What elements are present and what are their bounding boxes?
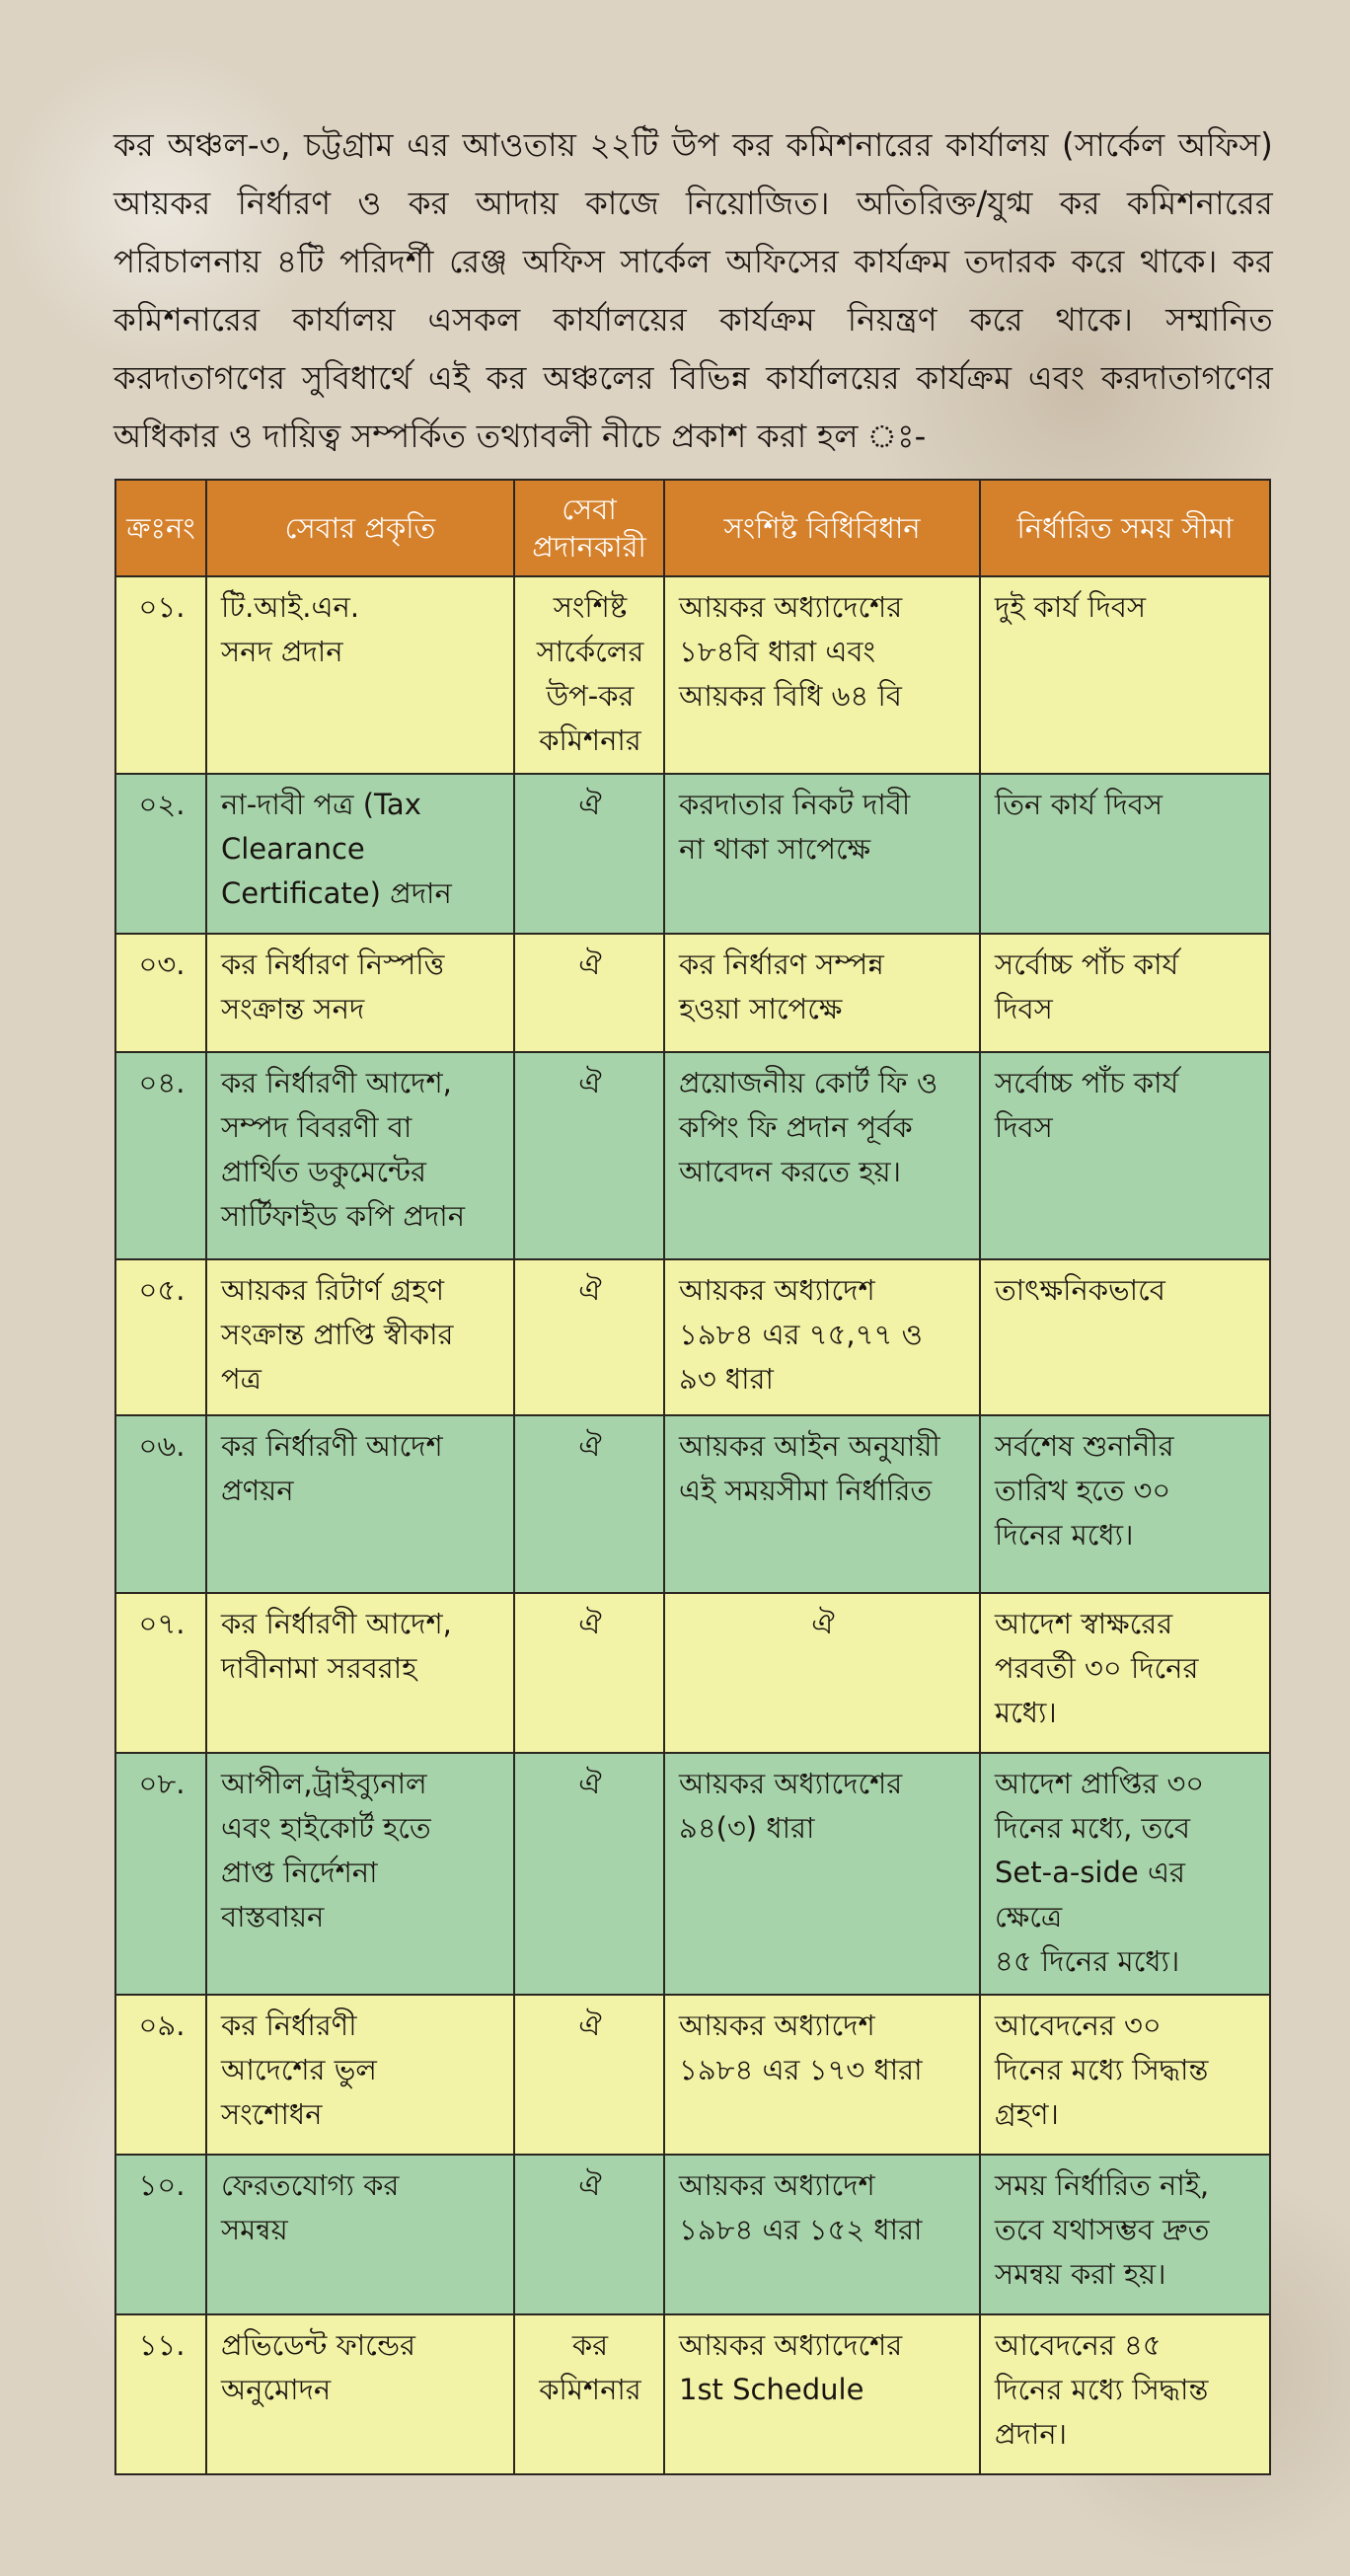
cell-rules: কর নির্ধারণ সম্পন্ন হওয়া সাপেক্ষে [664, 934, 980, 1052]
cell-rules: আয়কর আইন অনুযায়ী এই সময়সীমা নির্ধারিত [664, 1415, 980, 1593]
cell-time-limit: সময় নির্ধারিত নাই, তবে যথাসম্ভব দ্রুত সমন্বয় করা হয়। [980, 2155, 1270, 2314]
cell-rules: আয়কর অধ্যাদেশ ১৯৮৪ এর ১৭৩ ধারা [664, 1995, 980, 2155]
table-row [115, 1593, 1270, 1753]
cell-service: না-দাবী পত্র (Tax Clearance Certificate) প্রদান [206, 774, 514, 934]
cell-rules: আয়কর অধ্যাদেশের ১৮৪বি ধারা এবং আয়কর বিধি ৬৪ বি [664, 576, 980, 774]
table-row [115, 774, 1270, 934]
cell-service: কর নির্ধারণ নিস্পত্তি সংক্রান্ত সনদ [206, 934, 514, 1052]
cell-rules: ঐ [664, 1593, 980, 1753]
header-time-limit: নির্ধারিত সময় সীমা [980, 480, 1270, 576]
cell-time-limit: আবেদনের ৩০ দিনের মধ্যে সিদ্ধান্ত গ্রহণ। [980, 1995, 1270, 2155]
table-row [115, 1995, 1270, 2155]
cell-provider: কর কমিশনার [514, 2314, 664, 2474]
cell-service: কর নির্ধারণী আদেশ প্রণয়ন [206, 1415, 514, 1593]
cell-time-limit: আবেদনের ৪৫ দিনের মধ্যে সিদ্ধান্ত প্রদান। [980, 2314, 1270, 2474]
cell-provider: ঐ [514, 1259, 664, 1415]
header-rules: সংশিষ্ট বিধিবিধান [664, 480, 980, 576]
table-row [115, 2314, 1270, 2474]
cell-time-limit: সর্বোচ্চ পাঁচ কার্য দিবস [980, 934, 1270, 1052]
intro-paragraph: কর অঞ্চল-৩, চট্টগ্রাম এর আওতায় ২২টি উপ কর কমিশনারের কার্যালয় (সার্কেল অফিস) আয়কর নির্ধারণ ও কর আদায় কাজে নিয়োজিত। অতিরিক্ত/যুগ্ম কর কমিশনারের পরিচালনায় ৪টি পরিদর্শী রেঞ্জ অফিস সার্কেল অফিসের কার্যক্রম তদারক করে থাকে। কর কমিশনারের কার্যালয় এসকল কার্যালয়ের কার্যক্রম নিয়ন্ত্রণ করে থাকে। সম্মানিত করদাতাগণের সুবিধার্থে এই কর অঞ্চলের বিভিন্ন কার্যালয়ের কার্যক্রম এবং করদাতাগণের অধিকার ও দায়িত্ব সম্পর্কিত তথ্যাবলী নীচে প্রকাশ করা হল ঃ- [113, 126, 1273, 455]
table-body [115, 576, 1270, 2474]
cell-provider: ঐ [514, 1052, 664, 1259]
table-row [115, 576, 1270, 774]
service-table [114, 479, 1271, 2475]
cell-provider: ঐ [514, 1593, 664, 1753]
cell-rules: আয়কর অধ্যাদেশের 1st Schedule [664, 2314, 980, 2474]
cell-service: প্রভিডেন্ট ফান্ডের অনুমোদন [206, 2314, 514, 2474]
cell-service: আয়কর রিটার্ণ গ্রহণ সংক্রান্ত প্রাপ্তি স্বীকার পত্র [206, 1259, 514, 1415]
cell-serial: ০৫. [115, 1259, 206, 1415]
cell-time-limit: তাৎক্ষনিকভাবে [980, 1259, 1270, 1415]
header-service: সেবার প্রকৃতি [206, 480, 514, 576]
table-header [115, 480, 1270, 576]
cell-provider: ঐ [514, 2155, 664, 2314]
cell-rules: আয়কর অধ্যাদেশের ৯৪(৩) ধারা [664, 1753, 980, 1995]
cell-provider: সংশিষ্ট সার্কেলের উপ-কর কমিশনার [514, 576, 664, 774]
header-serial: ক্রঃনং [115, 480, 206, 576]
table-row [115, 2155, 1270, 2314]
cell-provider: ঐ [514, 1753, 664, 1995]
cell-time-limit: সর্বশেষ শুনানীর তারিখ হতে ৩০ দিনের মধ্যে। [980, 1415, 1270, 1593]
table-row [115, 934, 1270, 1052]
cell-serial: ০৬. [115, 1415, 206, 1593]
cell-service: আপীল,ট্রাইব্যুনাল এবং হাইকোর্ট হতে প্রাপ্ত নির্দেশনা বাস্তবায়ন [206, 1753, 514, 1995]
cell-service: ফেরতযোগ্য কর সমন্বয় [206, 2155, 514, 2314]
table-row [115, 1052, 1270, 1259]
cell-time-limit: দুই কার্য দিবস [980, 576, 1270, 774]
table-row [115, 1415, 1270, 1593]
cell-time-limit: সর্বোচ্চ পাঁচ কার্য দিবস [980, 1052, 1270, 1259]
header-provider: সেবা প্রদানকারী [514, 480, 664, 576]
cell-rules: করদাতার নিকট দাবী না থাকা সাপেক্ষে [664, 774, 980, 934]
cell-time-limit: আদেশ প্রাপ্তির ৩০ দিনের মধ্যে, তবে Set-a-side এর ক্ষেত্রে ৪৫ দিনের মধ্যে। [980, 1753, 1270, 1995]
cell-service: কর নির্ধারণী আদেশ, দাবীনামা সরবরাহ [206, 1593, 514, 1753]
cell-provider: ঐ [514, 1995, 664, 2155]
cell-provider: ঐ [514, 1415, 664, 1593]
cell-service: কর নির্ধারণী আদেশের ভুল সংশোধন [206, 1995, 514, 2155]
cell-serial: ০৯. [115, 1995, 206, 2155]
cell-serial: ১১. [115, 2314, 206, 2474]
cell-rules: প্রয়োজনীয় কোর্ট ফি ও কপিং ফি প্রদান পূর্বক আবেদন করতে হয়। [664, 1052, 980, 1259]
cell-service: কর নির্ধারণী আদেশ, সম্পদ বিবরণী বা প্রার্থিত ডকুমেন্টের সার্টিফাইড কপি প্রদান [206, 1052, 514, 1259]
cell-serial: ০৮. [115, 1753, 206, 1995]
cell-service: টি.আই.এন. সনদ প্রদান [206, 576, 514, 774]
cell-serial: ১০. [115, 2155, 206, 2314]
cell-serial: ০৩. [115, 934, 206, 1052]
cell-rules: আয়কর অধ্যাদেশ ১৯৮৪ এর ৭৫,৭৭ ও ৯৩ ধারা [664, 1259, 980, 1415]
cell-serial: ০৭. [115, 1593, 206, 1753]
cell-rules: আয়কর অধ্যাদেশ ১৯৮৪ এর ১৫২ ধারা [664, 2155, 980, 2314]
cell-provider: ঐ [514, 934, 664, 1052]
cell-serial: ০৪. [115, 1052, 206, 1259]
cell-provider: ঐ [514, 774, 664, 934]
cell-time-limit: তিন কার্য দিবস [980, 774, 1270, 934]
table-row [115, 1753, 1270, 1995]
table-row [115, 1259, 1270, 1415]
cell-time-limit: আদেশ স্বাক্ষরের পরবর্তী ৩০ দিনের মধ্যে। [980, 1593, 1270, 1753]
cell-serial: ০২. [115, 774, 206, 934]
cell-serial: ০১. [115, 576, 206, 774]
